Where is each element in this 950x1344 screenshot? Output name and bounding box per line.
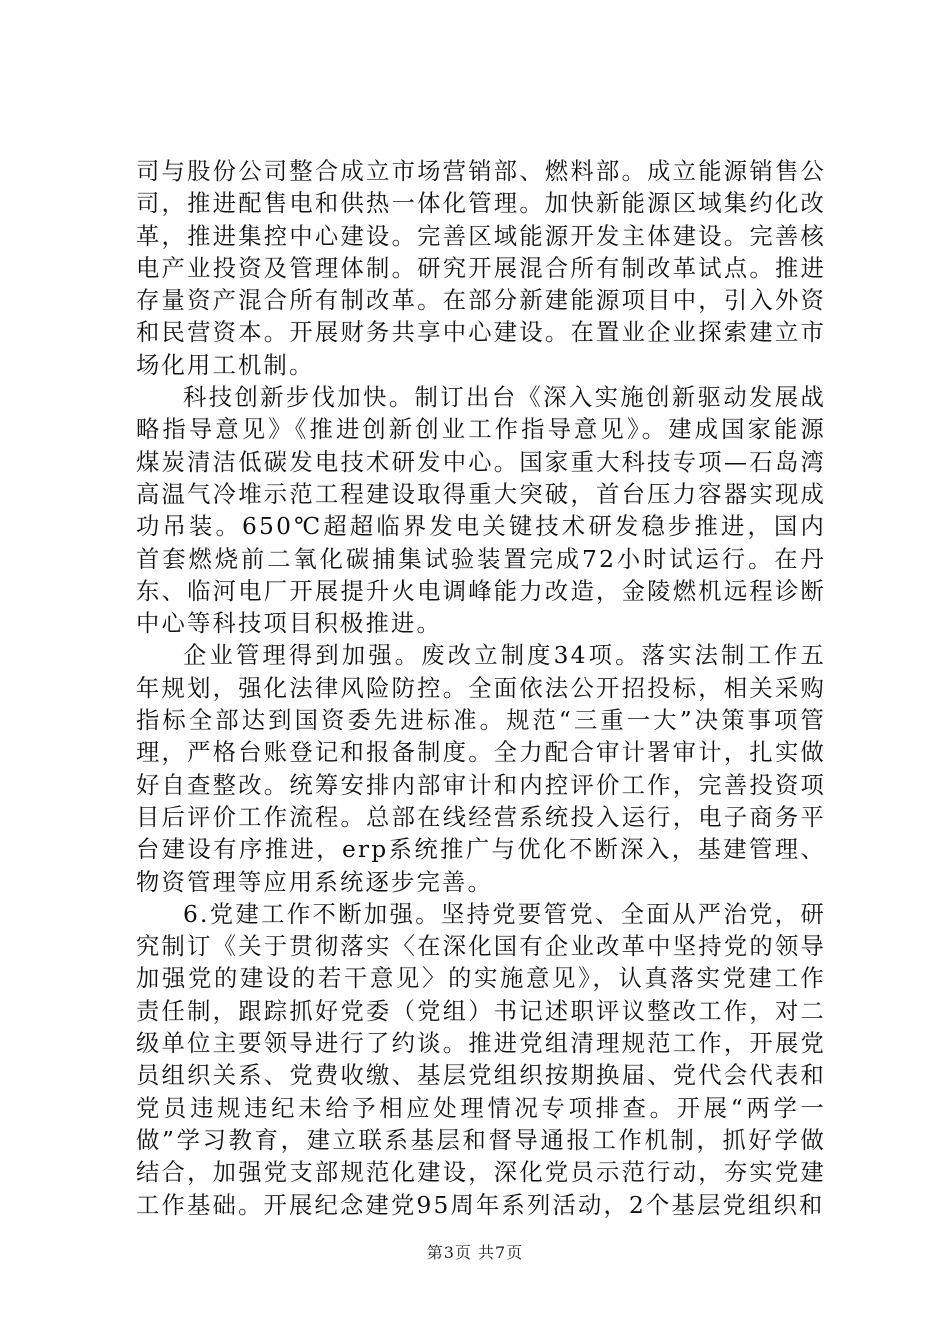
page-number-footer: 第3页 共7页 [426,1243,524,1262]
paragraph-2: 科技创新步伐加快。制订出台《深入实施创新驱动发展战略指导意见》《推进创新创业工作指导意见》。建成国家能源煤炭清洁低碳发电技术研发中心。国家重大科技专项—石岛湾高温气冷堆示范工程建设取得重大突破，首台压力容器实现成功吊装。650℃超超临界发电关键技术研发稳步推进，国内首套燃烧前二氧化碳捕集试验装置完成72小时试运行。在丹东、临河电厂开展提升火电调峰能力改造，金陵燃机远程诊断中心等科技项目积极推进。 [136,384,826,638]
paragraph-1: 司与股份公司整合成立市场营销部、燃料部。成立能源销售公司，推进配售电和供热一体化管理。加快新能源区域集约化改革，推进集控中心建设。完善区域能源开发主体建设。完善核电产业投资及管理体制。研究开展混合所有制改革试点。推进存量资产混合所有制改革。在部分新建能源项目中，引入外资和民营资本。开展财务共享中心建设。在置业企业探索建立市场化用工机制。 [136,158,826,379]
paragraph-4: 6.党建工作不断加强。坚持党要管党、全面从严治党，研究制订《关于贯彻落实〈在深化国有企业改革中坚持党的领导加强党的建设的若干意见〉的实施意见》，认真落实党建工作责任制，跟踪抓好党委（党组）书记述职评议整改工作，对二级单位主要领导进行了约谈。推进党组清理规范工作，开展党员组织关系、党费收缴、基层党组织按期换届、党代会代表和党员违规违纪未给予相应处理情况专项排查。开展“两学一做”学习教育，建立联系基层和督导通报工作机制，抓好学做结合，加强党支部规范化建设，深化党员示范行动，夯实党建工作基础。开展纪念建党95周年系列活动，2个基层党组织和 [136,900,826,1219]
document-body [136,156,826,1222]
paragraph-3: 企业管理得到加强。废改立制度34项。落实法制工作五年规划，强化法律风险防控。全面依法公开招投标，相关采购指标全部达到国资委先进标准。规范“三重一大”决策事项管理，严格台账登记和报备制度。全力配合审计署审计，扎实做好自查整改。统筹安排内部审计和内控评价工作，完善投资项目后评价工作流程。总部在线经营系统投入运行，电子商务平台建设有序推进，erp系统推广与优化不断深入，基建管理、物资管理等应用系统逐步完善。 [136,642,826,896]
